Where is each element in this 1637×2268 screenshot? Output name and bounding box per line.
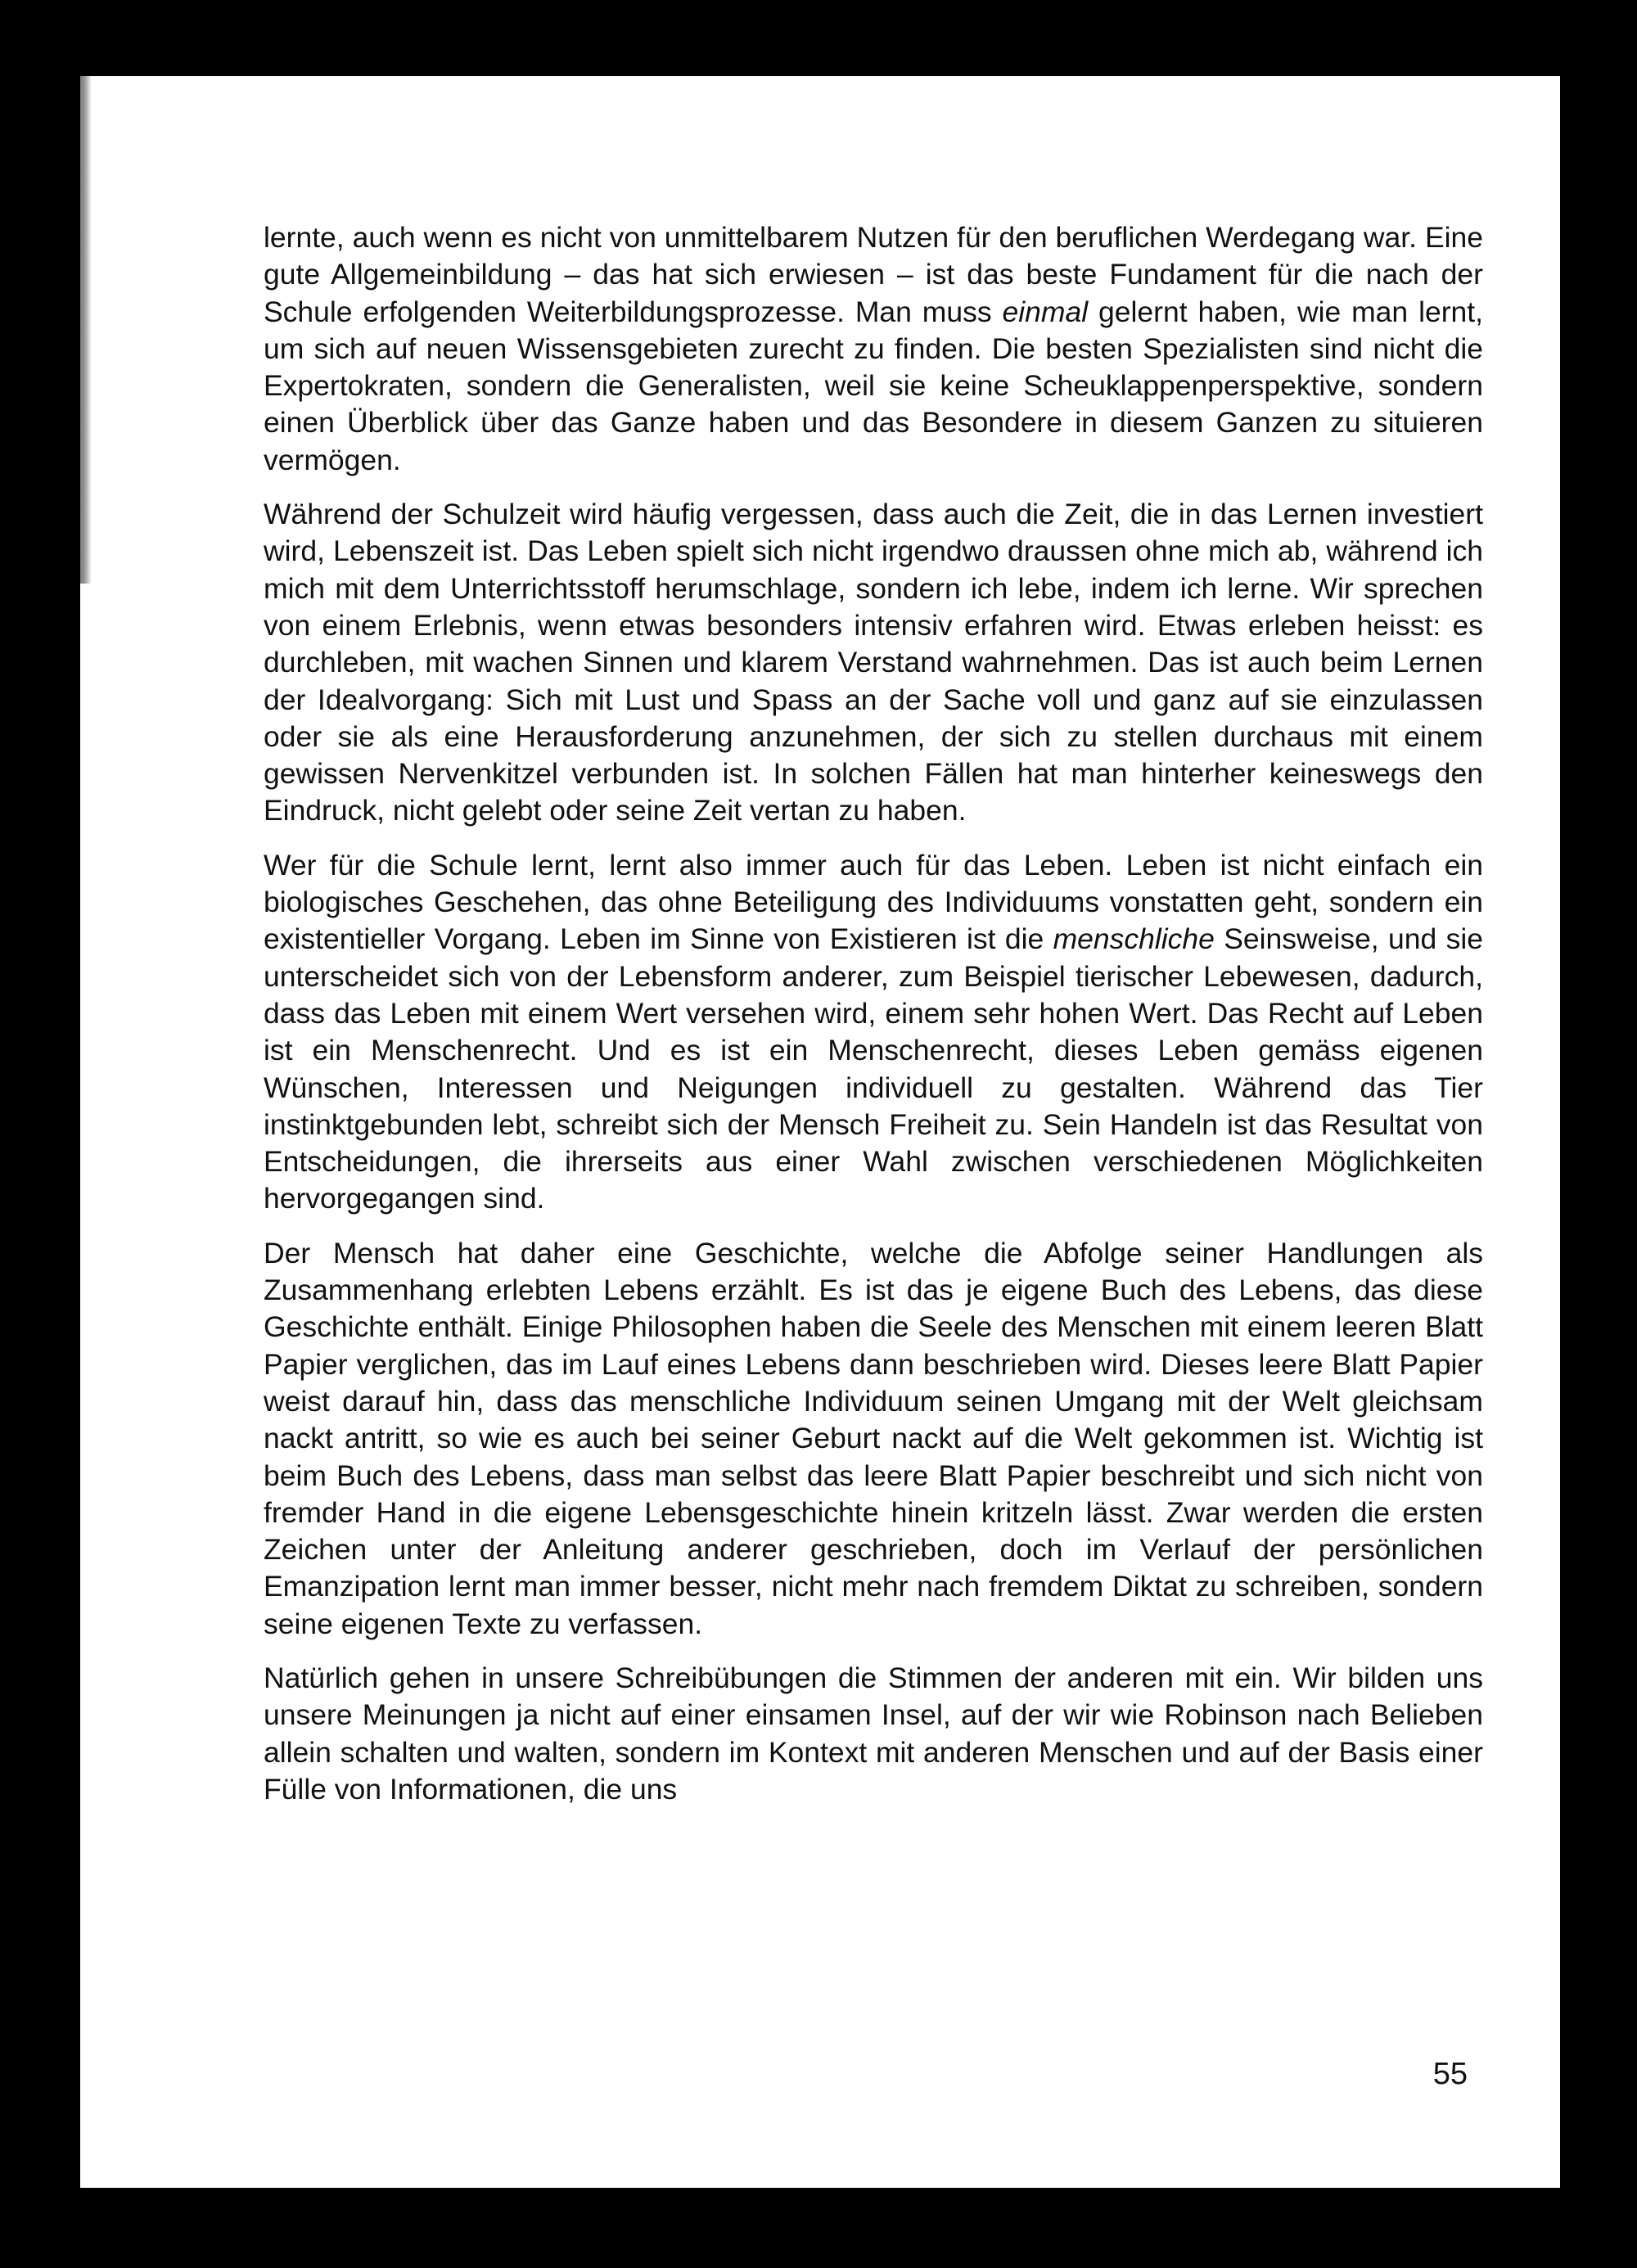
paragraph-3-text-a: Wer für die Schule lernt, lernt also immer auch für das Leben. Leben ist nicht einfach ein biologisches Geschehen, das ohne Beteiligung des Individuums vonstatten geht, sondern ein existentieller Vorgang. Leben im Sinne von Existieren ist die — [264, 848, 1483, 956]
paragraph-2: Während der Schulzeit wird häufig vergessen, dass auch die Zeit, die in das Lernen investiert wird, Lebenszeit ist. Das Leben spielt sich nicht irgendwo draussen ohne mich ab, während ich mich mit dem Unterrichtsstoff herumschlage, sondern ich lebe, indem ich lerne. Wir sprechen von einem Erlebnis, wenn etwas besonders intensiv erfahren wird. Etwas erleben heisst: es durchleben, mit wachen Sinnen und klarem Verstand wahrnehmen. Das ist auch beim Lernen der Idealvorgang: Sich mit Lust und Spass an der Sache voll und ganz auf sie einzulassen oder sie als eine Herausforderung anzunehmen, der sich zu stellen durchaus mit einem gewissen Nervenkitzel verbunden ist. In solchen Fällen hat man hinterher keineswegs den Eindruck, nicht gelebt oder seine Zeit vertan zu haben. — [264, 498, 1483, 827]
page-number: 55 — [1432, 2057, 1468, 2091]
book-page — [80, 76, 1560, 2188]
paragraph-3-emphasis: menschliche — [1053, 922, 1215, 956]
paragraph-1-text-a: lernte, auch wenn es nicht von unmittelbarem Nutzen für den beruflichen Werdegang war. Eine gute Allgemeinbildung – das hat sich erwiesen – ist das beste Fundament für die nach der Schule erfolgenden Weiterbildungsprozesse. Man muss — [264, 221, 1483, 328]
paragraph-3 — [264, 847, 1483, 1218]
paragraph-3-text-b: Seinsweise, und sie unterscheidet sich von der Lebensform anderer, zum Beispiel tierischer Lebewesen, dadurch, dass das Leben mit einem Wert versehen wird, einem sehr hohen Wert. Das Recht auf Leben ist ein Menschenrecht. Und es ist ein Menschenrecht, dieses Leben gemäss eigenen Wünschen, Interessen und Neigungen individuell zu gestalten. Während das Tier instinktgebunden lebt, schreibt sich der Mensch Freiheit zu. Sein Handeln ist das Resultat von Entscheidungen, die ihrerseits aus einer Wahl zwischen verschiedenen Möglichkeiten hervorgegangen sind. — [264, 922, 1483, 1215]
paragraph-1-emphasis: einmal — [1002, 295, 1089, 328]
paragraph-4: Der Mensch hat daher eine Geschichte, welche die Abfolge seiner Handlungen als Zusammenhang erlebten Lebens erzählt. Es ist das je eigene Buch des Lebens, das diese Geschichte enthält. Einige Philosophen haben die Seele des Menschen mit einem leeren Blatt Papier verglichen, das im Lauf eines Lebens dann beschrieben wird. Dieses leere Blatt Papier weist darauf hin, dass das menschliche Individuum seinen Umgang mit der Welt gleichsam nackt antritt, so wie es auch bei seiner Geburt nackt auf die Welt gekommen ist. Wichtig ist beim Buch des Lebens, dass man selbst das leere Blatt Papier beschreibt und sich nicht von fremder Hand in die eigene Lebensgeschichte hinein kritzeln lässt. Zwar werden die ersten Zeichen unter der Anleitung anderer geschrieben, doch im Verlauf der persönlichen Emanzipation lernt man immer besser, nicht mehr nach fremdem Diktat zu schreiben, sondern seine eigenen Texte zu verfassen. — [264, 1236, 1483, 1640]
paragraph-1 — [264, 219, 1483, 479]
body-text — [264, 219, 1483, 1825]
paragraph-1-text-b: gelernt haben, wie man lernt, um sich auf neuen Wissensgebieten zurecht zu finden. Die besten Spezialisten sind nicht die Expertokraten, sondern die Generalisten, weil sie keine Scheuklappenperspektive, sondern einen Überblick über das Ganze haben und das Besondere in diesem Ganzen zu situieren vermögen. — [264, 295, 1483, 476]
torn-page-edge — [80, 76, 92, 584]
paragraph-5: Natürlich gehen in unsere Schreibübungen die Stimmen der anderen mit ein. Wir bilden uns unsere Meinungen ja nicht auf einer einsamen Insel, auf der wir wie Robinson nach Belieben allein schalten und walten, sondern im Kontext mit anderen Menschen und auf der Basis einer Fülle von Informationen, die uns — [264, 1661, 1483, 1806]
